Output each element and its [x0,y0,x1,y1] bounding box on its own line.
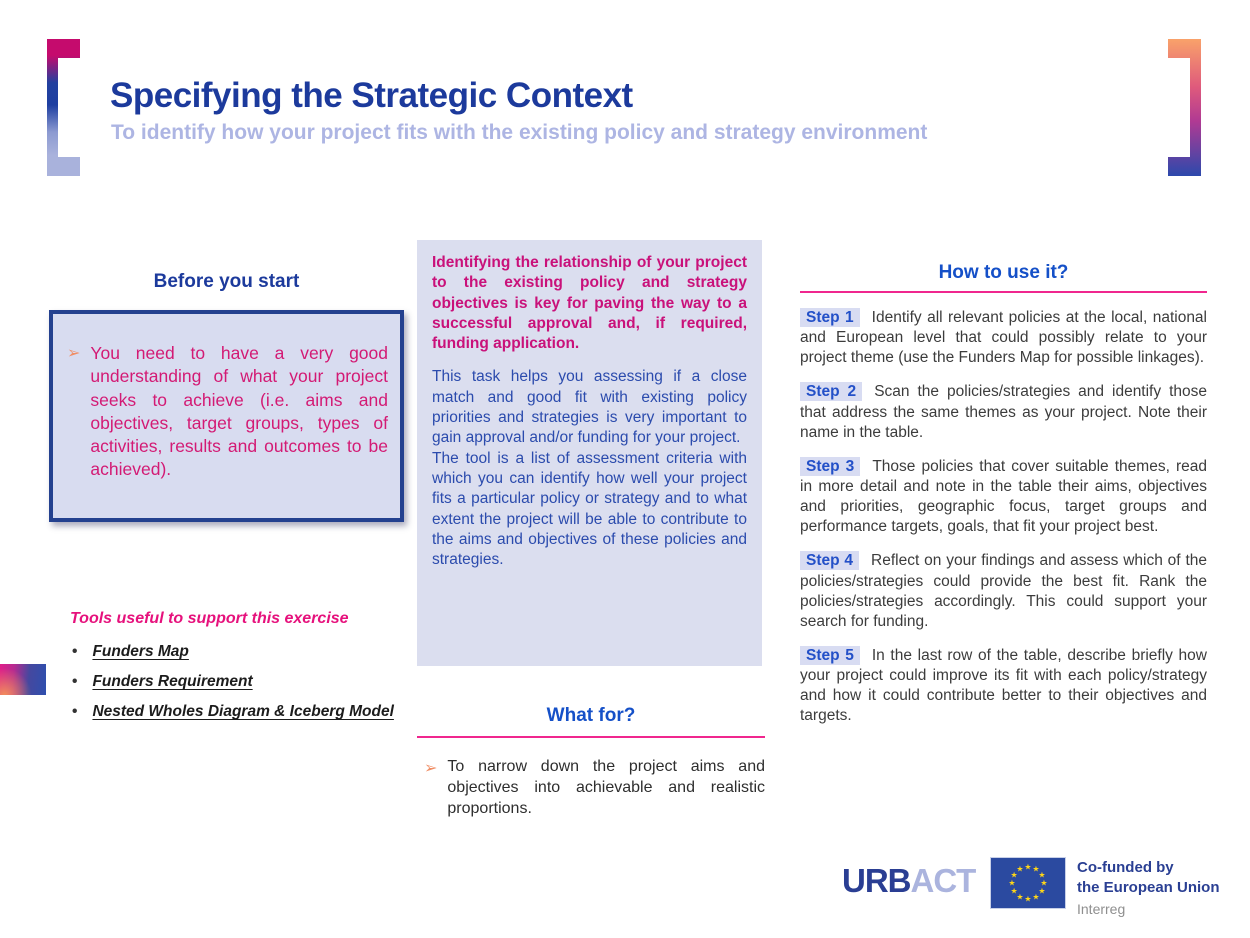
what-for-text: To narrow down the project aims and objectives into achievable and realistic proportions. [447,758,765,817]
bullet-icon: • [72,672,78,690]
step-item [800,308,1207,368]
tools-list [72,642,394,732]
intro-paragraph-3: The tool is a list of assessment criteria with which you can identify how well your project fits a particular policy or strategy and to what extent the project will be able to contribute to the aims and objectives of these policies and strategies. [432,449,747,569]
before-you-start-heading: Before you start [153,271,300,292]
step-item [800,646,1207,727]
tools-heading: Tools useful to support this exercise [70,610,349,627]
what-for-bullet-item [424,757,765,819]
svg-text:★: ★ [1016,864,1024,874]
how-to-use-heading: How to use it? [938,262,1069,283]
step-item [800,457,1207,538]
arrow-bullet-icon: ➢ [424,760,438,777]
svg-text:★: ★ [1010,886,1018,896]
arrow-bullet-icon: ➢ [67,345,81,362]
tool-list-item [72,702,394,723]
step-4-text: Reflect on your findings and assess which of the policies/strategies could provide the best fit. Rank the policies/strategies accordingly. This could support your search for funding. [800,552,1207,630]
svg-text:★: ★ [1032,892,1040,902]
step-2-badge: Step 2 [800,382,862,401]
urbact-logo-act: ACT [910,862,976,899]
step-1-badge: Step 1 [800,308,860,327]
svg-text:★: ★ [1024,862,1032,872]
tool-link-funders-map[interactable]: Funders Map [92,643,189,660]
what-for-divider [417,736,765,738]
svg-text:★: ★ [1038,886,1046,896]
eu-flag-icon [990,857,1066,909]
step-2-text: Scan the policies/strategies and identify those that address the same themes as your project. Note their name in the table. [800,383,1208,441]
interreg-label: Interreg [1077,901,1126,917]
right-bracket-decoration [1168,39,1201,176]
before-you-start-box [49,310,404,522]
what-for-heading: What for? [546,705,636,726]
step-3-badge: Step 3 [800,457,860,476]
svg-text:★: ★ [1040,878,1048,888]
before-you-start-text: You need to have a very good understanding of what your project seeks to achieve (i.e. aims and objectives, target groups, types of activities, results and outcomes to be achieved). [90,343,388,480]
page-title: Specifying the Strategic Context [110,76,633,115]
left-bracket-decoration [47,39,80,176]
tool-link-funders-requirement[interactable]: Funders Requirement [92,672,253,690]
step-5-badge: Step 5 [800,646,860,665]
bullet-icon: • [72,702,78,720]
svg-text:★: ★ [1008,878,1016,888]
intro-box [417,240,762,666]
step-4-badge: Step 4 [800,551,859,570]
steps-list [800,308,1207,741]
svg-text:★: ★ [1032,864,1040,874]
page-subtitle: To identify how your project fits with the existing policy and strategy environment [111,121,928,144]
step-5-text: In the last row of the table, describe briefly how your project could improve its fit with each policy/strategy and how it could contribute better to their objectives and targets. [800,646,1207,725]
how-to-use-divider [800,291,1207,293]
svg-text:★: ★ [1038,870,1046,880]
tool-list-item [72,672,394,693]
gradient-blob-decoration [0,664,46,695]
intro-paragraph-1: Identifying the relationship of your project to the existing policy and strategy objectives is key for paving the way to a successful approval and, if required, funding application. [432,254,747,353]
intro-paragraph-2: This task helps you assessing if a close match and good fit with existing policy priorities and strategies is very important to gain approval and/or funding for your project. [432,368,747,447]
eu-cofunded-line2: the European Union [1077,878,1220,896]
urbact-logo-urb: URB [842,862,911,899]
svg-text:★: ★ [1024,894,1032,904]
bullet-icon: • [72,643,78,660]
step-3-text: Those policies that cover suitable themes, read in more detail and note in the table their aims, objectives and priorities, geographic focus, target groups and performance targets, goals, that fit your project best. [800,457,1208,536]
tool-link-nested-wholes-iceberg[interactable]: Nested Wholes Diagram & Iceberg Model [92,702,394,720]
step-item [800,551,1207,632]
urbact-logo [842,862,975,900]
eu-cofunded-line1: Co-funded by [1077,859,1174,876]
tool-list-item [72,642,394,663]
eu-cofunded-text [1077,858,1220,917]
step-1-text: Identify all relevant policies at the local, national and European level that could possibly relate to your project theme (use the Funders Map for possible linkages). [800,309,1208,367]
step-item [800,382,1207,442]
svg-text:★: ★ [1010,870,1018,880]
svg-text:★: ★ [1016,892,1024,902]
